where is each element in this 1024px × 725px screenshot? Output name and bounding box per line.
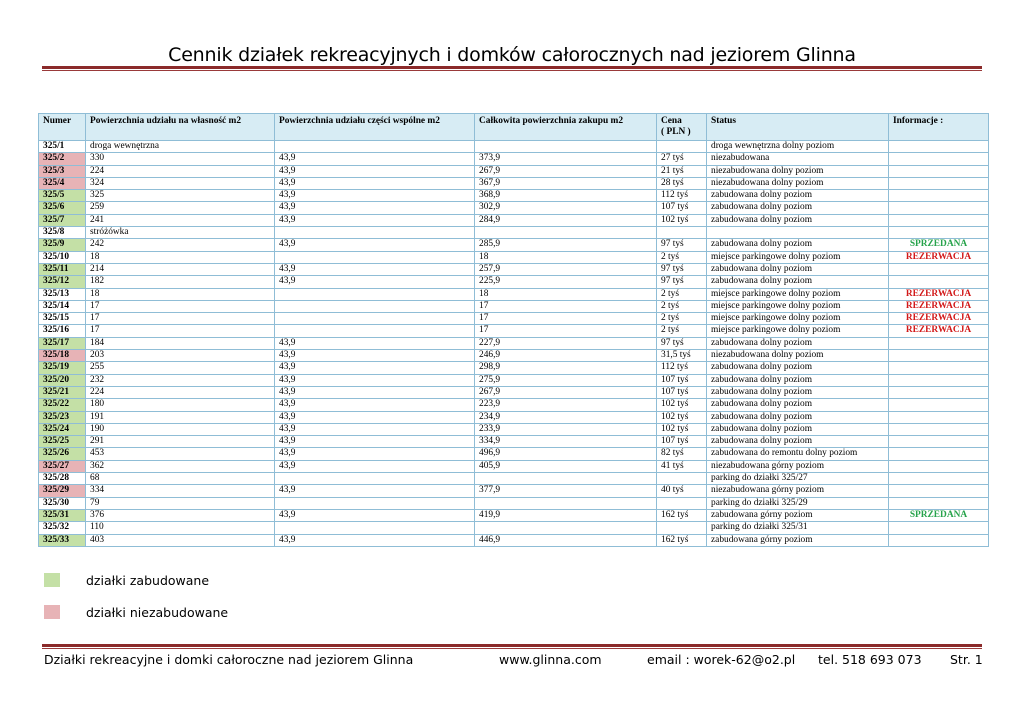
- cell-own: 403: [86, 534, 275, 546]
- cell-common: 43,9: [275, 411, 475, 423]
- price-header-line2: ( PLN ): [661, 127, 691, 137]
- cell-info: [889, 436, 989, 448]
- legend-unbuilt-swatch: [44, 605, 60, 619]
- cell-common: 43,9: [275, 509, 475, 521]
- cell-total: 373,9: [475, 153, 657, 165]
- cell-status: niezabudowana dolny poziom: [707, 165, 889, 177]
- cell-status: zabudowana dolny poziom: [707, 276, 889, 288]
- cell-price: 102 tyś: [657, 214, 707, 226]
- cell-common: [275, 522, 475, 534]
- cell-numer: 325/10: [39, 251, 86, 263]
- cell-price: 31,5 tyś: [657, 350, 707, 362]
- cell-total: 267,9: [475, 165, 657, 177]
- cell-info: [889, 473, 989, 485]
- cell-common: 43,9: [275, 337, 475, 349]
- cell-price: 107 tyś: [657, 386, 707, 398]
- table-row: [39, 227, 989, 239]
- cell-info: REZERWACJA: [889, 313, 989, 325]
- cell-price: 2 tyś: [657, 325, 707, 337]
- cell-own: 330: [86, 153, 275, 165]
- cell-price: 97 tyś: [657, 239, 707, 251]
- cell-info: [889, 374, 989, 386]
- cell-status: parking do działki 325/29: [707, 497, 889, 509]
- col-header-own-area: Powierzchnia udziału na własność m2: [86, 114, 275, 141]
- cell-common: 43,9: [275, 190, 475, 202]
- cell-status: zabudowana górny poziom: [707, 509, 889, 521]
- footer-rule-thin: [42, 648, 982, 649]
- table-row: [39, 190, 989, 202]
- cell-own: 182: [86, 276, 275, 288]
- cell-price: 2 tyś: [657, 313, 707, 325]
- cell-common: 43,9: [275, 239, 475, 251]
- cell-numer: 325/4: [39, 177, 86, 189]
- cell-own: 184: [86, 337, 275, 349]
- table-row: [39, 522, 989, 534]
- cell-own: 259: [86, 202, 275, 214]
- cell-own: 324: [86, 177, 275, 189]
- cell-own: 255: [86, 362, 275, 374]
- cell-own: 376: [86, 509, 275, 521]
- table-row: [39, 141, 989, 153]
- cell-numer: 325/1: [39, 141, 86, 153]
- table-row: [39, 460, 989, 472]
- cell-price: 162 tyś: [657, 534, 707, 546]
- cell-info: REZERWACJA: [889, 325, 989, 337]
- cell-common: 43,9: [275, 362, 475, 374]
- table-row: [39, 509, 989, 521]
- cell-own: 362: [86, 460, 275, 472]
- cell-info: [889, 497, 989, 509]
- cell-common: [275, 251, 475, 263]
- cell-own: 180: [86, 399, 275, 411]
- cell-total: 17: [475, 325, 657, 337]
- header-rule-thin: [42, 70, 982, 71]
- footer-phone: tel. 518 693 073: [818, 652, 922, 667]
- cell-own: 214: [86, 263, 275, 275]
- table-row: [39, 423, 989, 435]
- cell-info: [889, 337, 989, 349]
- col-header-common-area: Powierzchnia udziału części wspólne m2: [275, 114, 475, 141]
- cell-total: 233,9: [475, 423, 657, 435]
- cell-status: zabudowana dolny poziom: [707, 239, 889, 251]
- cell-price: 102 tyś: [657, 399, 707, 411]
- cell-price: 107 tyś: [657, 374, 707, 386]
- footer-title: Działki rekreacyjne i domki całoroczne nad jeziorem Glinna: [44, 652, 414, 667]
- cell-total: [475, 522, 657, 534]
- table-row: [39, 485, 989, 497]
- cell-status: zabudowana dolny poziom: [707, 190, 889, 202]
- cell-info: [889, 214, 989, 226]
- cell-info: [889, 350, 989, 362]
- cell-info: [889, 423, 989, 435]
- cell-numer: 325/27: [39, 460, 86, 472]
- cell-info: [889, 460, 989, 472]
- cell-total: 405,9: [475, 460, 657, 472]
- cell-status: niezabudowana górny poziom: [707, 485, 889, 497]
- table-row: [39, 386, 989, 398]
- col-header-numer: Numer: [39, 114, 86, 141]
- cell-status: zabudowana dolny poziom: [707, 202, 889, 214]
- cell-info: SPRZEDANA: [889, 239, 989, 251]
- cell-common: 43,9: [275, 350, 475, 362]
- table-row: [39, 263, 989, 275]
- table-row: [39, 497, 989, 509]
- cell-price: 102 tyś: [657, 423, 707, 435]
- cell-info: [889, 190, 989, 202]
- cell-own: 17: [86, 300, 275, 312]
- cell-price: 82 tyś: [657, 448, 707, 460]
- cell-numer: 325/15: [39, 313, 86, 325]
- cell-common: 43,9: [275, 276, 475, 288]
- cell-numer: 325/14: [39, 300, 86, 312]
- cell-total: 284,9: [475, 214, 657, 226]
- cell-own: 291: [86, 436, 275, 448]
- cell-total: [475, 473, 657, 485]
- cell-price: 21 tyś: [657, 165, 707, 177]
- cell-numer: 325/33: [39, 534, 86, 546]
- cell-own: 79: [86, 497, 275, 509]
- table-row: [39, 300, 989, 312]
- cell-info: [889, 485, 989, 497]
- cell-numer: 325/21: [39, 386, 86, 398]
- cell-numer: 325/7: [39, 214, 86, 226]
- cell-own: 203: [86, 350, 275, 362]
- cell-common: 43,9: [275, 263, 475, 275]
- cell-total: 275,9: [475, 374, 657, 386]
- cell-common: 43,9: [275, 460, 475, 472]
- cell-info: [889, 522, 989, 534]
- cell-total: [475, 141, 657, 153]
- cell-numer: 325/11: [39, 263, 86, 275]
- price-table: [38, 113, 989, 547]
- table-row: [39, 448, 989, 460]
- cell-price: [657, 522, 707, 534]
- cell-numer: 325/16: [39, 325, 86, 337]
- cell-total: 234,9: [475, 411, 657, 423]
- table-row: [39, 473, 989, 485]
- cell-common: [275, 288, 475, 300]
- cell-total: [475, 227, 657, 239]
- cell-numer: 325/20: [39, 374, 86, 386]
- footer-rule: [42, 644, 982, 647]
- cell-common: [275, 313, 475, 325]
- cell-price: 2 tyś: [657, 251, 707, 263]
- table-row: [39, 276, 989, 288]
- cell-total: 302,9: [475, 202, 657, 214]
- cell-common: 43,9: [275, 485, 475, 497]
- cell-price: 112 tyś: [657, 362, 707, 374]
- cell-own: stróżówka: [86, 227, 275, 239]
- cell-info: [889, 411, 989, 423]
- cell-numer: 325/19: [39, 362, 86, 374]
- cell-numer: 325/23: [39, 411, 86, 423]
- cell-common: [275, 473, 475, 485]
- cell-common: 43,9: [275, 534, 475, 546]
- price-header-line1: Cena: [661, 116, 682, 126]
- col-header-total-area: Całkowita powierzchnia zakupu m2: [475, 114, 657, 141]
- cell-numer: 325/8: [39, 227, 86, 239]
- cell-price: 107 tyś: [657, 202, 707, 214]
- table-row: [39, 436, 989, 448]
- legend-unbuilt-label: działki niezabudowane: [86, 605, 229, 620]
- cell-own: droga wewnętrzna: [86, 141, 275, 153]
- cell-info: [889, 177, 989, 189]
- cell-info: [889, 534, 989, 546]
- cell-common: 43,9: [275, 448, 475, 460]
- cell-common: 43,9: [275, 202, 475, 214]
- cell-price: 112 tyś: [657, 190, 707, 202]
- cell-total: 419,9: [475, 509, 657, 521]
- cell-common: [275, 141, 475, 153]
- cell-status: niezabudowana: [707, 153, 889, 165]
- cell-status: parking do działki 325/27: [707, 473, 889, 485]
- cell-price: 102 tyś: [657, 411, 707, 423]
- cell-info: [889, 227, 989, 239]
- table-row: [39, 288, 989, 300]
- cell-info: [889, 202, 989, 214]
- cell-total: 334,9: [475, 436, 657, 448]
- col-header-info: Informacje :: [889, 114, 989, 141]
- cell-numer: 325/17: [39, 337, 86, 349]
- cell-numer: 325/22: [39, 399, 86, 411]
- cell-status: [707, 227, 889, 239]
- cell-total: 267,9: [475, 386, 657, 398]
- cell-status: zabudowana górny poziom: [707, 534, 889, 546]
- cell-status: miejsce parkingowe dolny poziom: [707, 300, 889, 312]
- table-row: [39, 399, 989, 411]
- cell-status: zabudowana dolny poziom: [707, 386, 889, 398]
- cell-common: 43,9: [275, 374, 475, 386]
- cell-status: zabudowana dolny poziom: [707, 374, 889, 386]
- table-row: [39, 534, 989, 546]
- cell-price: 40 tyś: [657, 485, 707, 497]
- cell-info: REZERWACJA: [889, 288, 989, 300]
- cell-own: 453: [86, 448, 275, 460]
- cell-own: 325: [86, 190, 275, 202]
- cell-total: 368,9: [475, 190, 657, 202]
- cell-total: 223,9: [475, 399, 657, 411]
- cell-numer: 325/30: [39, 497, 86, 509]
- cell-common: 43,9: [275, 165, 475, 177]
- cell-total: 496,9: [475, 448, 657, 460]
- cell-price: 27 tyś: [657, 153, 707, 165]
- table-row: [39, 325, 989, 337]
- cell-info: REZERWACJA: [889, 251, 989, 263]
- cell-total: 285,9: [475, 239, 657, 251]
- cell-numer: 325/24: [39, 423, 86, 435]
- cell-own: 18: [86, 251, 275, 263]
- cell-own: 190: [86, 423, 275, 435]
- cell-own: 17: [86, 325, 275, 337]
- cell-price: [657, 497, 707, 509]
- cell-price: 97 tyś: [657, 337, 707, 349]
- cell-total: 227,9: [475, 337, 657, 349]
- cell-total: [475, 497, 657, 509]
- cell-info: [889, 362, 989, 374]
- cell-status: zabudowana dolny poziom: [707, 423, 889, 435]
- cell-status: miejsce parkingowe dolny poziom: [707, 313, 889, 325]
- table-body: [39, 141, 989, 547]
- table-header-row: [39, 114, 989, 141]
- cell-own: 18: [86, 288, 275, 300]
- footer-email: email : worek-62@o2.pl: [647, 652, 796, 667]
- cell-info: [889, 263, 989, 275]
- table-row: [39, 202, 989, 214]
- cell-total: 246,9: [475, 350, 657, 362]
- cell-status: niezabudowana górny poziom: [707, 460, 889, 472]
- footer-page-number: Str. 1: [950, 652, 983, 667]
- cell-price: 97 tyś: [657, 276, 707, 288]
- cell-own: 110: [86, 522, 275, 534]
- cell-total: 225,9: [475, 276, 657, 288]
- cell-price: 107 tyś: [657, 436, 707, 448]
- table-row: [39, 251, 989, 263]
- cell-status: droga wewnętrzna dolny poziom: [707, 141, 889, 153]
- cell-numer: 325/3: [39, 165, 86, 177]
- cell-status: zabudowana dolny poziom: [707, 337, 889, 349]
- cell-info: [889, 276, 989, 288]
- cell-info: [889, 386, 989, 398]
- cell-total: 17: [475, 300, 657, 312]
- cell-info: [889, 153, 989, 165]
- cell-status: miejsce parkingowe dolny poziom: [707, 251, 889, 263]
- cell-status: zabudowana dolny poziom: [707, 214, 889, 226]
- cell-total: 17: [475, 313, 657, 325]
- cell-own: 224: [86, 165, 275, 177]
- cell-info: [889, 399, 989, 411]
- cell-common: 43,9: [275, 177, 475, 189]
- legend-built-label: działki zabudowane: [86, 573, 210, 588]
- table-row: [39, 350, 989, 362]
- footer-website: www.glinna.com: [499, 652, 602, 667]
- table-row: [39, 177, 989, 189]
- table-row: [39, 153, 989, 165]
- cell-numer: 325/2: [39, 153, 86, 165]
- cell-numer: 325/28: [39, 473, 86, 485]
- cell-price: 97 tyś: [657, 263, 707, 275]
- cell-own: 68: [86, 473, 275, 485]
- col-header-price: [657, 114, 707, 141]
- table-row: [39, 313, 989, 325]
- cell-common: 43,9: [275, 436, 475, 448]
- cell-status: parking do działki 325/31: [707, 522, 889, 534]
- cell-common: [275, 300, 475, 312]
- cell-price: 2 tyś: [657, 288, 707, 300]
- cell-status: zabudowana dolny poziom: [707, 411, 889, 423]
- cell-own: 232: [86, 374, 275, 386]
- cell-numer: 325/32: [39, 522, 86, 534]
- cell-status: niezabudowana dolny poziom: [707, 177, 889, 189]
- cell-info: [889, 448, 989, 460]
- cell-status: zabudowana dolny poziom: [707, 263, 889, 275]
- cell-own: 191: [86, 411, 275, 423]
- col-header-status: Status: [707, 114, 889, 141]
- cell-price: 2 tyś: [657, 300, 707, 312]
- legend-built-swatch: [44, 573, 60, 587]
- page-title: Cennik działek rekreacyjnych i domków całorocznych nad jeziorem Glinna: [168, 44, 856, 66]
- cell-common: [275, 325, 475, 337]
- cell-numer: 325/6: [39, 202, 86, 214]
- cell-price: [657, 141, 707, 153]
- table-row: [39, 214, 989, 226]
- cell-common: 43,9: [275, 386, 475, 398]
- cell-numer: 325/25: [39, 436, 86, 448]
- table-row: [39, 411, 989, 423]
- cell-common: 43,9: [275, 153, 475, 165]
- table-row: [39, 374, 989, 386]
- cell-numer: 325/9: [39, 239, 86, 251]
- cell-price: 28 tyś: [657, 177, 707, 189]
- cell-price: [657, 473, 707, 485]
- cell-common: [275, 497, 475, 509]
- cell-own: 17: [86, 313, 275, 325]
- table-row: [39, 165, 989, 177]
- cell-own: 224: [86, 386, 275, 398]
- cell-status: niezabudowana dolny poziom: [707, 350, 889, 362]
- cell-numer: 325/31: [39, 509, 86, 521]
- cell-price: [657, 227, 707, 239]
- cell-numer: 325/18: [39, 350, 86, 362]
- cell-numer: 325/13: [39, 288, 86, 300]
- table-row: [39, 239, 989, 251]
- cell-total: 298,9: [475, 362, 657, 374]
- cell-common: 43,9: [275, 423, 475, 435]
- table-row: [39, 362, 989, 374]
- cell-total: 367,9: [475, 177, 657, 189]
- cell-common: 43,9: [275, 399, 475, 411]
- cell-common: 43,9: [275, 214, 475, 226]
- cell-numer: 325/5: [39, 190, 86, 202]
- cell-numer: 325/26: [39, 448, 86, 460]
- cell-status: zabudowana dolny poziom: [707, 362, 889, 374]
- cell-total: 18: [475, 288, 657, 300]
- cell-own: 241: [86, 214, 275, 226]
- cell-status: miejsce parkingowe dolny poziom: [707, 288, 889, 300]
- cell-own: 242: [86, 239, 275, 251]
- cell-price: 162 tyś: [657, 509, 707, 521]
- cell-numer: 325/12: [39, 276, 86, 288]
- cell-total: 18: [475, 251, 657, 263]
- cell-own: 334: [86, 485, 275, 497]
- cell-status: miejsce parkingowe dolny poziom: [707, 325, 889, 337]
- cell-info: [889, 141, 989, 153]
- cell-info: SPRZEDANA: [889, 509, 989, 521]
- cell-price: 41 tyś: [657, 460, 707, 472]
- cell-status: zabudowana dolny poziom: [707, 399, 889, 411]
- cell-common: [275, 227, 475, 239]
- cell-status: zabudowana dolny poziom: [707, 436, 889, 448]
- cell-total: 257,9: [475, 263, 657, 275]
- cell-info: REZERWACJA: [889, 300, 989, 312]
- cell-total: 377,9: [475, 485, 657, 497]
- table-row: [39, 337, 989, 349]
- cell-total: 446,9: [475, 534, 657, 546]
- cell-status: zabudowana do remontu dolny poziom: [707, 448, 889, 460]
- header-rule: [42, 66, 982, 69]
- cell-info: [889, 165, 989, 177]
- cell-numer: 325/29: [39, 485, 86, 497]
